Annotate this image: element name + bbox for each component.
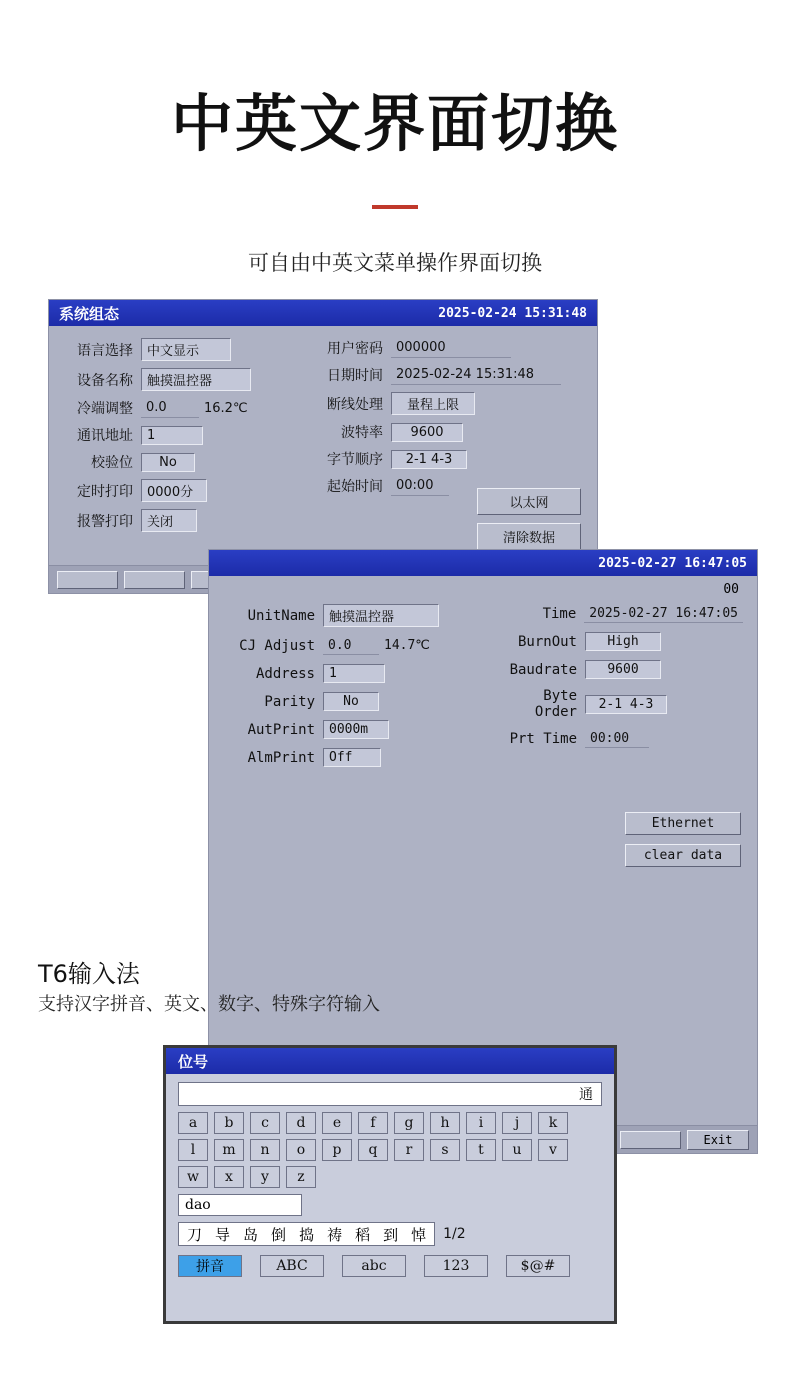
cn-row-autprint[interactable] bbox=[63, 479, 313, 502]
cn-value-password[interactable]: 000000 bbox=[391, 339, 511, 358]
kbd-candidate-8[interactable]: 到 bbox=[383, 1225, 399, 1244]
cn-row-parity[interactable] bbox=[63, 452, 313, 472]
cn-datetime: 2025-02-24 15:31:48 bbox=[438, 305, 587, 321]
kbd-mode-row bbox=[178, 1255, 602, 1277]
cn-value-address[interactable]: 1 bbox=[141, 426, 203, 445]
cn-label-prttime: 起始时间 bbox=[327, 479, 383, 495]
kbd-key-w[interactable]: w bbox=[178, 1166, 208, 1188]
cn-label-almprint: 报警打印 bbox=[77, 513, 133, 530]
cn-row-language[interactable] bbox=[63, 338, 313, 361]
input-method-dialog bbox=[163, 1045, 617, 1324]
kbd-text-input[interactable]: 通 bbox=[178, 1082, 602, 1106]
en-value-time[interactable]: 2025-02-27 16:47:05 bbox=[584, 604, 743, 623]
en-datetime: 2025-02-27 16:47:05 bbox=[598, 555, 747, 571]
kbd-candidate-7[interactable]: 稻 bbox=[355, 1225, 371, 1244]
cn-value-baudrate[interactable]: 9600 bbox=[391, 423, 463, 442]
kbd-key-j[interactable]: j bbox=[502, 1112, 532, 1134]
cn-label-datetime: 日期时间 bbox=[327, 368, 383, 384]
kbd-key-z[interactable]: z bbox=[286, 1166, 316, 1188]
en-value-address[interactable]: 1 bbox=[323, 664, 385, 683]
kbd-key-d[interactable]: d bbox=[286, 1112, 316, 1134]
page-title: 中英文界面切换 bbox=[170, 87, 619, 160]
cn-label-byteorder: 字节顺序 bbox=[327, 452, 383, 468]
cn-window-title: 系统组态 bbox=[59, 305, 120, 323]
cn-row-devicename[interactable] bbox=[63, 368, 313, 391]
kbd-candidate-5[interactable]: 捣 bbox=[299, 1225, 315, 1244]
en-row-burnout[interactable] bbox=[493, 632, 743, 651]
en-label-almprint: AlmPrint bbox=[247, 749, 315, 766]
cn-tab-1[interactable] bbox=[57, 571, 118, 589]
cn-value-language[interactable]: 中文显示 bbox=[141, 338, 231, 361]
cn-value-burnout[interactable]: 量程上限 bbox=[391, 392, 475, 415]
kbd-key-m[interactable]: m bbox=[214, 1139, 244, 1161]
kbd-candidate-2[interactable]: 导 bbox=[215, 1225, 231, 1244]
kbd-key-p[interactable]: p bbox=[322, 1139, 352, 1161]
kbd-candidate-9[interactable]: 悼 bbox=[411, 1225, 427, 1244]
kbd-key-h[interactable]: h bbox=[430, 1112, 460, 1134]
en-row-address[interactable] bbox=[223, 664, 493, 683]
en-right-buttons bbox=[625, 812, 741, 867]
kbd-key-l[interactable]: l bbox=[178, 1139, 208, 1161]
cn-label-baudrate: 波特率 bbox=[341, 425, 383, 441]
en-ethernet-button[interactable]: Ethernet bbox=[625, 812, 741, 835]
cn-row-datetime[interactable] bbox=[313, 365, 583, 385]
cn-row-byteorder[interactable] bbox=[313, 449, 583, 469]
en-row-almprint[interactable] bbox=[223, 748, 493, 767]
kbd-key-a[interactable]: a bbox=[178, 1112, 208, 1134]
kbd-candidate-4[interactable]: 倒 bbox=[271, 1225, 287, 1244]
en-value-autprint[interactable]: 0000m bbox=[323, 720, 389, 739]
cn-label-language: 语言选择 bbox=[77, 342, 133, 359]
kbd-candidate-1[interactable]: 刀 bbox=[187, 1225, 203, 1244]
kbd-key-o[interactable]: o bbox=[286, 1139, 316, 1161]
kbd-key-b[interactable]: b bbox=[214, 1112, 244, 1134]
en-value-burnout[interactable]: High bbox=[585, 632, 661, 651]
cn-label-password: 用户密码 bbox=[327, 341, 383, 357]
kbd-key-e[interactable]: e bbox=[322, 1112, 352, 1134]
kbd-key-n[interactable]: n bbox=[250, 1139, 280, 1161]
cn-value-cjadjust[interactable]: 0.0 bbox=[141, 399, 199, 418]
kbd-body bbox=[166, 1074, 614, 1287]
en-row-unitname[interactable] bbox=[223, 604, 493, 627]
en-label-cjadjust: CJ Adjust bbox=[239, 637, 315, 654]
cn-tab-2[interactable] bbox=[124, 571, 185, 589]
cn-row-baudrate[interactable] bbox=[313, 422, 583, 442]
kbd-mode-pinyin[interactable]: 拼音 bbox=[178, 1255, 242, 1277]
cn-value-devicename[interactable]: 触摸温控器 bbox=[141, 368, 251, 391]
kbd-candidate-6[interactable]: 祷 bbox=[327, 1225, 343, 1244]
cn-row-cjadjust[interactable] bbox=[63, 398, 313, 418]
cn-row-almprint[interactable] bbox=[63, 509, 313, 532]
en-value-cjadjust-temp: 14.7℃ bbox=[379, 636, 441, 655]
kbd-row-1 bbox=[178, 1112, 602, 1134]
kbd-key-u[interactable]: u bbox=[502, 1139, 532, 1161]
kbd-key-c[interactable]: c bbox=[250, 1112, 280, 1134]
en-row-baudrate[interactable] bbox=[493, 660, 743, 679]
kbd-key-g[interactable]: g bbox=[394, 1112, 424, 1134]
page-subtitle: 可自由中英文菜单操作界面切换 bbox=[248, 251, 542, 275]
en-label-unitname: UnitName bbox=[247, 607, 315, 624]
cn-value-almprint[interactable]: 关闭 bbox=[141, 509, 197, 532]
kbd-key-f[interactable]: f bbox=[358, 1112, 388, 1134]
cn-row-address[interactable] bbox=[63, 425, 313, 445]
kbd-candidate-row bbox=[178, 1222, 602, 1246]
cn-label-autprint: 定时打印 bbox=[77, 483, 133, 500]
cn-label-parity: 校验位 bbox=[91, 455, 133, 471]
en-row-time[interactable] bbox=[493, 604, 743, 623]
kbd-mode-symbols[interactable]: $@# bbox=[506, 1255, 570, 1277]
kbd-key-x[interactable]: x bbox=[214, 1166, 244, 1188]
kbd-key-y[interactable]: y bbox=[250, 1166, 280, 1188]
cn-value-datetime[interactable]: 2025-02-24 15:31:48 bbox=[391, 366, 561, 385]
en-value-unitname[interactable]: 触摸温控器 bbox=[323, 604, 439, 627]
cn-value-cjadjust-temp: 16.2℃ bbox=[199, 399, 261, 418]
kbd-title: 位号 bbox=[178, 1053, 209, 1071]
title-divider bbox=[372, 205, 418, 209]
kbd-page-indicator: 1/2 bbox=[443, 1226, 466, 1242]
en-partial-value: 00 bbox=[723, 582, 739, 597]
kbd-mode-abc-upper[interactable]: ABC bbox=[260, 1255, 324, 1277]
kbd-pinyin-buffer[interactable]: dao bbox=[178, 1194, 302, 1216]
cn-label-burnout: 断线处理 bbox=[327, 396, 383, 413]
en-tab-7[interactable] bbox=[620, 1131, 681, 1149]
kbd-key-i[interactable]: i bbox=[466, 1112, 496, 1134]
en-label-burnout: BurnOut bbox=[517, 633, 577, 650]
kbd-key-s[interactable]: s bbox=[430, 1139, 460, 1161]
en-row-byteorder[interactable] bbox=[493, 688, 743, 720]
kbd-key-v[interactable]: v bbox=[538, 1139, 568, 1161]
en-cleardata-button[interactable]: clear data bbox=[625, 844, 741, 867]
en-row-cjadjust[interactable] bbox=[223, 636, 493, 655]
cn-label-devicename: 设备名称 bbox=[77, 372, 133, 389]
kbd-mode-abc-lower[interactable]: abc bbox=[342, 1255, 406, 1277]
en-titlebar bbox=[209, 550, 757, 576]
en-exit-button[interactable]: Exit bbox=[687, 1130, 749, 1150]
cn-value-autprint[interactable]: 0000分 bbox=[141, 479, 207, 502]
cn-ethernet-button[interactable]: 以太网 bbox=[477, 488, 581, 515]
en-value-prttime[interactable]: 00:00 bbox=[585, 729, 649, 748]
en-label-byteorder: Byte Order bbox=[534, 688, 577, 720]
cn-value-prttime[interactable]: 00:00 bbox=[391, 477, 449, 496]
kbd-candidate-3[interactable]: 岛 bbox=[243, 1225, 259, 1244]
en-row-prttime[interactable] bbox=[493, 729, 743, 748]
en-value-almprint[interactable]: Off bbox=[323, 748, 381, 767]
t6-section-title: T6输入法 bbox=[38, 960, 140, 988]
en-label-address: Address bbox=[255, 665, 315, 682]
en-value-baudrate[interactable]: 9600 bbox=[585, 660, 661, 679]
en-label-autprint: AutPrint bbox=[247, 721, 315, 738]
cn-value-parity[interactable]: No bbox=[141, 453, 195, 472]
en-row-autprint[interactable] bbox=[223, 720, 493, 739]
kbd-row-2 bbox=[178, 1139, 602, 1161]
en-label-time: Time bbox=[542, 605, 577, 622]
cn-cleardata-button[interactable]: 清除数据 bbox=[477, 523, 581, 550]
cn-row-burnout[interactable] bbox=[313, 392, 583, 415]
en-value-byteorder[interactable]: 2-1 4-3 bbox=[585, 695, 667, 714]
en-label-prttime: Prt Time bbox=[509, 730, 577, 747]
kbd-key-t[interactable]: t bbox=[466, 1139, 496, 1161]
en-value-cjadjust[interactable]: 0.0 bbox=[323, 636, 379, 655]
en-value-parity[interactable]: No bbox=[323, 692, 379, 711]
cn-label-address: 通讯地址 bbox=[77, 428, 133, 444]
kbd-key-q[interactable]: q bbox=[358, 1139, 388, 1161]
kbd-key-r[interactable]: r bbox=[394, 1139, 424, 1161]
kbd-candidates[interactable] bbox=[178, 1222, 435, 1246]
en-row-parity[interactable] bbox=[223, 692, 493, 711]
en-label-parity: Parity bbox=[264, 693, 315, 710]
cn-row-password[interactable] bbox=[313, 338, 583, 358]
cn-right-buttons bbox=[477, 488, 581, 550]
cn-value-byteorder[interactable]: 2-1 4-3 bbox=[391, 450, 467, 469]
kbd-mode-numeric[interactable]: 123 bbox=[424, 1255, 488, 1277]
cn-label-cjadjust: 冷端调整 bbox=[77, 401, 133, 417]
cn-titlebar bbox=[49, 300, 597, 326]
en-label-baudrate: Baudrate bbox=[509, 661, 577, 678]
kbd-row-3 bbox=[178, 1166, 602, 1188]
kbd-titlebar bbox=[166, 1048, 614, 1074]
kbd-key-k[interactable]: k bbox=[538, 1112, 568, 1134]
t6-section-subtitle: 支持汉字拼音、英文、数字、特殊字符输入 bbox=[38, 994, 380, 1015]
